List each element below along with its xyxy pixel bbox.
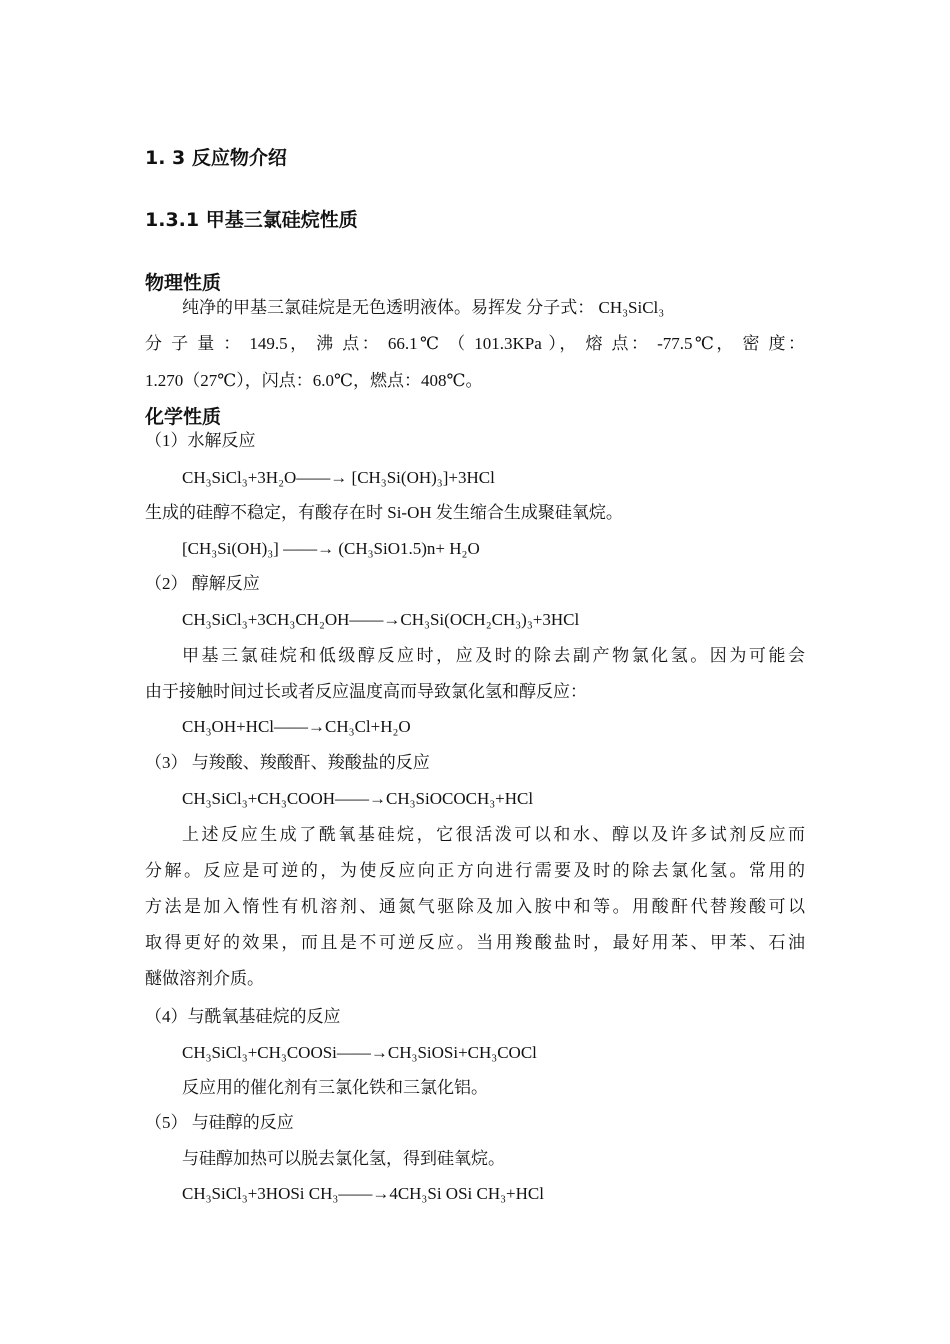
reaction-2-paragraph-line-2: 由于接触时间过长或者反应温度高而导致氯化氢和醇反应： bbox=[145, 682, 587, 701]
reaction-5-title: （5） 与硅醇的反应 bbox=[145, 1113, 294, 1132]
reaction-5-equation: CH₃SiCl₃+3HOSi CH₃——→4CH₃Si OSi CH₃+HCl bbox=[182, 1184, 544, 1203]
physical-line-2: 分 子 量 ： 149.5， 沸 点： 66.1℃ （ 101.3KPa ）， 熔 点： -77.5℃， 密 度： bbox=[145, 334, 805, 353]
reaction-3-paragraph-line-2: 分解。反应是可逆的，为使反应向正方向进行需要及时的除去氯化氢。常用的 bbox=[145, 861, 805, 880]
reaction-1-title: （1）水解反应 bbox=[145, 431, 256, 450]
section-title: 1. 3 反应物介绍 bbox=[145, 147, 287, 169]
chemical-properties-heading: 化学性质 bbox=[145, 406, 222, 428]
physical-line-1: 纯净的甲基三氯硅烷是无色透明液体。易挥发 分子式： CH₃SiCl₃ bbox=[182, 298, 665, 317]
reaction-2-equation-2: CH₃OH+HCl——→CH₃Cl+H₂O bbox=[182, 717, 411, 736]
reaction-4-title: （4）与酰氧基硅烷的反应 bbox=[145, 1007, 341, 1026]
reaction-1-equation-2: [CH₃Si(OH)₃] ——→ (CH₃SiO1.5)n+ H₂O bbox=[182, 539, 480, 558]
reaction-4-equation: CH₃SiCl₃+CH₃COOSi——→CH₃SiOSi+CH₃COCl bbox=[182, 1043, 537, 1062]
reaction-3-title: （3） 与羧酸、羧酸酐、羧酸盐的反应 bbox=[145, 753, 430, 772]
subsection-title: 1.3.1 甲基三氯硅烷性质 bbox=[145, 209, 358, 231]
reaction-3-paragraph-line-3: 方法是加入惰性有机溶剂、通氮气驱除及加入胺中和等。用酸酐代替羧酸可以 bbox=[145, 897, 805, 916]
reaction-1-note: 生成的硅醇不稳定，有酸存在时 Si-OH 发生缩合生成聚硅氧烷。 bbox=[145, 503, 623, 522]
reaction-2-title: （2） 醇解反应 bbox=[145, 574, 260, 593]
reaction-5-note: 与硅醇加热可以脱去氯化氢，得到硅氧烷。 bbox=[182, 1149, 505, 1168]
physical-line-3: 1.270（27℃），闪点：6.0℃，燃点：408℃。 bbox=[145, 371, 483, 390]
reaction-3-equation: CH₃SiCl₃+CH₃COOH——→CH₃SiOCOCH₃+HCl bbox=[182, 789, 534, 808]
reaction-2-paragraph-line-1: 甲基三氯硅烷和低级醇反应时，应及时的除去副产物氯化氢。因为可能会 bbox=[182, 646, 805, 665]
reaction-1-equation: CH₃SiCl₃+3H₂O——→ [CH₃Si(OH)₃]+3HCl bbox=[182, 468, 495, 487]
reaction-3-paragraph-line-1: 上述反应生成了酰氧基硅烷，它很活泼可以和水、醇以及许多试剂反应而 bbox=[182, 825, 805, 844]
reaction-4-note: 反应用的催化剂有三氯化铁和三氯化铝。 bbox=[182, 1078, 488, 1097]
reaction-3-paragraph-line-4: 取得更好的效果，而且是不可逆反应。当用羧酸盐时，最好用苯、甲苯、石油 bbox=[145, 933, 805, 952]
reaction-2-equation: CH₃SiCl₃+3CH₃CH₂OH——→CH₃Si(OCH₂CH₃)₃+3HCl bbox=[182, 610, 580, 629]
physical-properties-heading: 物理性质 bbox=[145, 272, 222, 294]
reaction-3-paragraph-line-5: 醚做溶剂介质。 bbox=[145, 969, 264, 988]
